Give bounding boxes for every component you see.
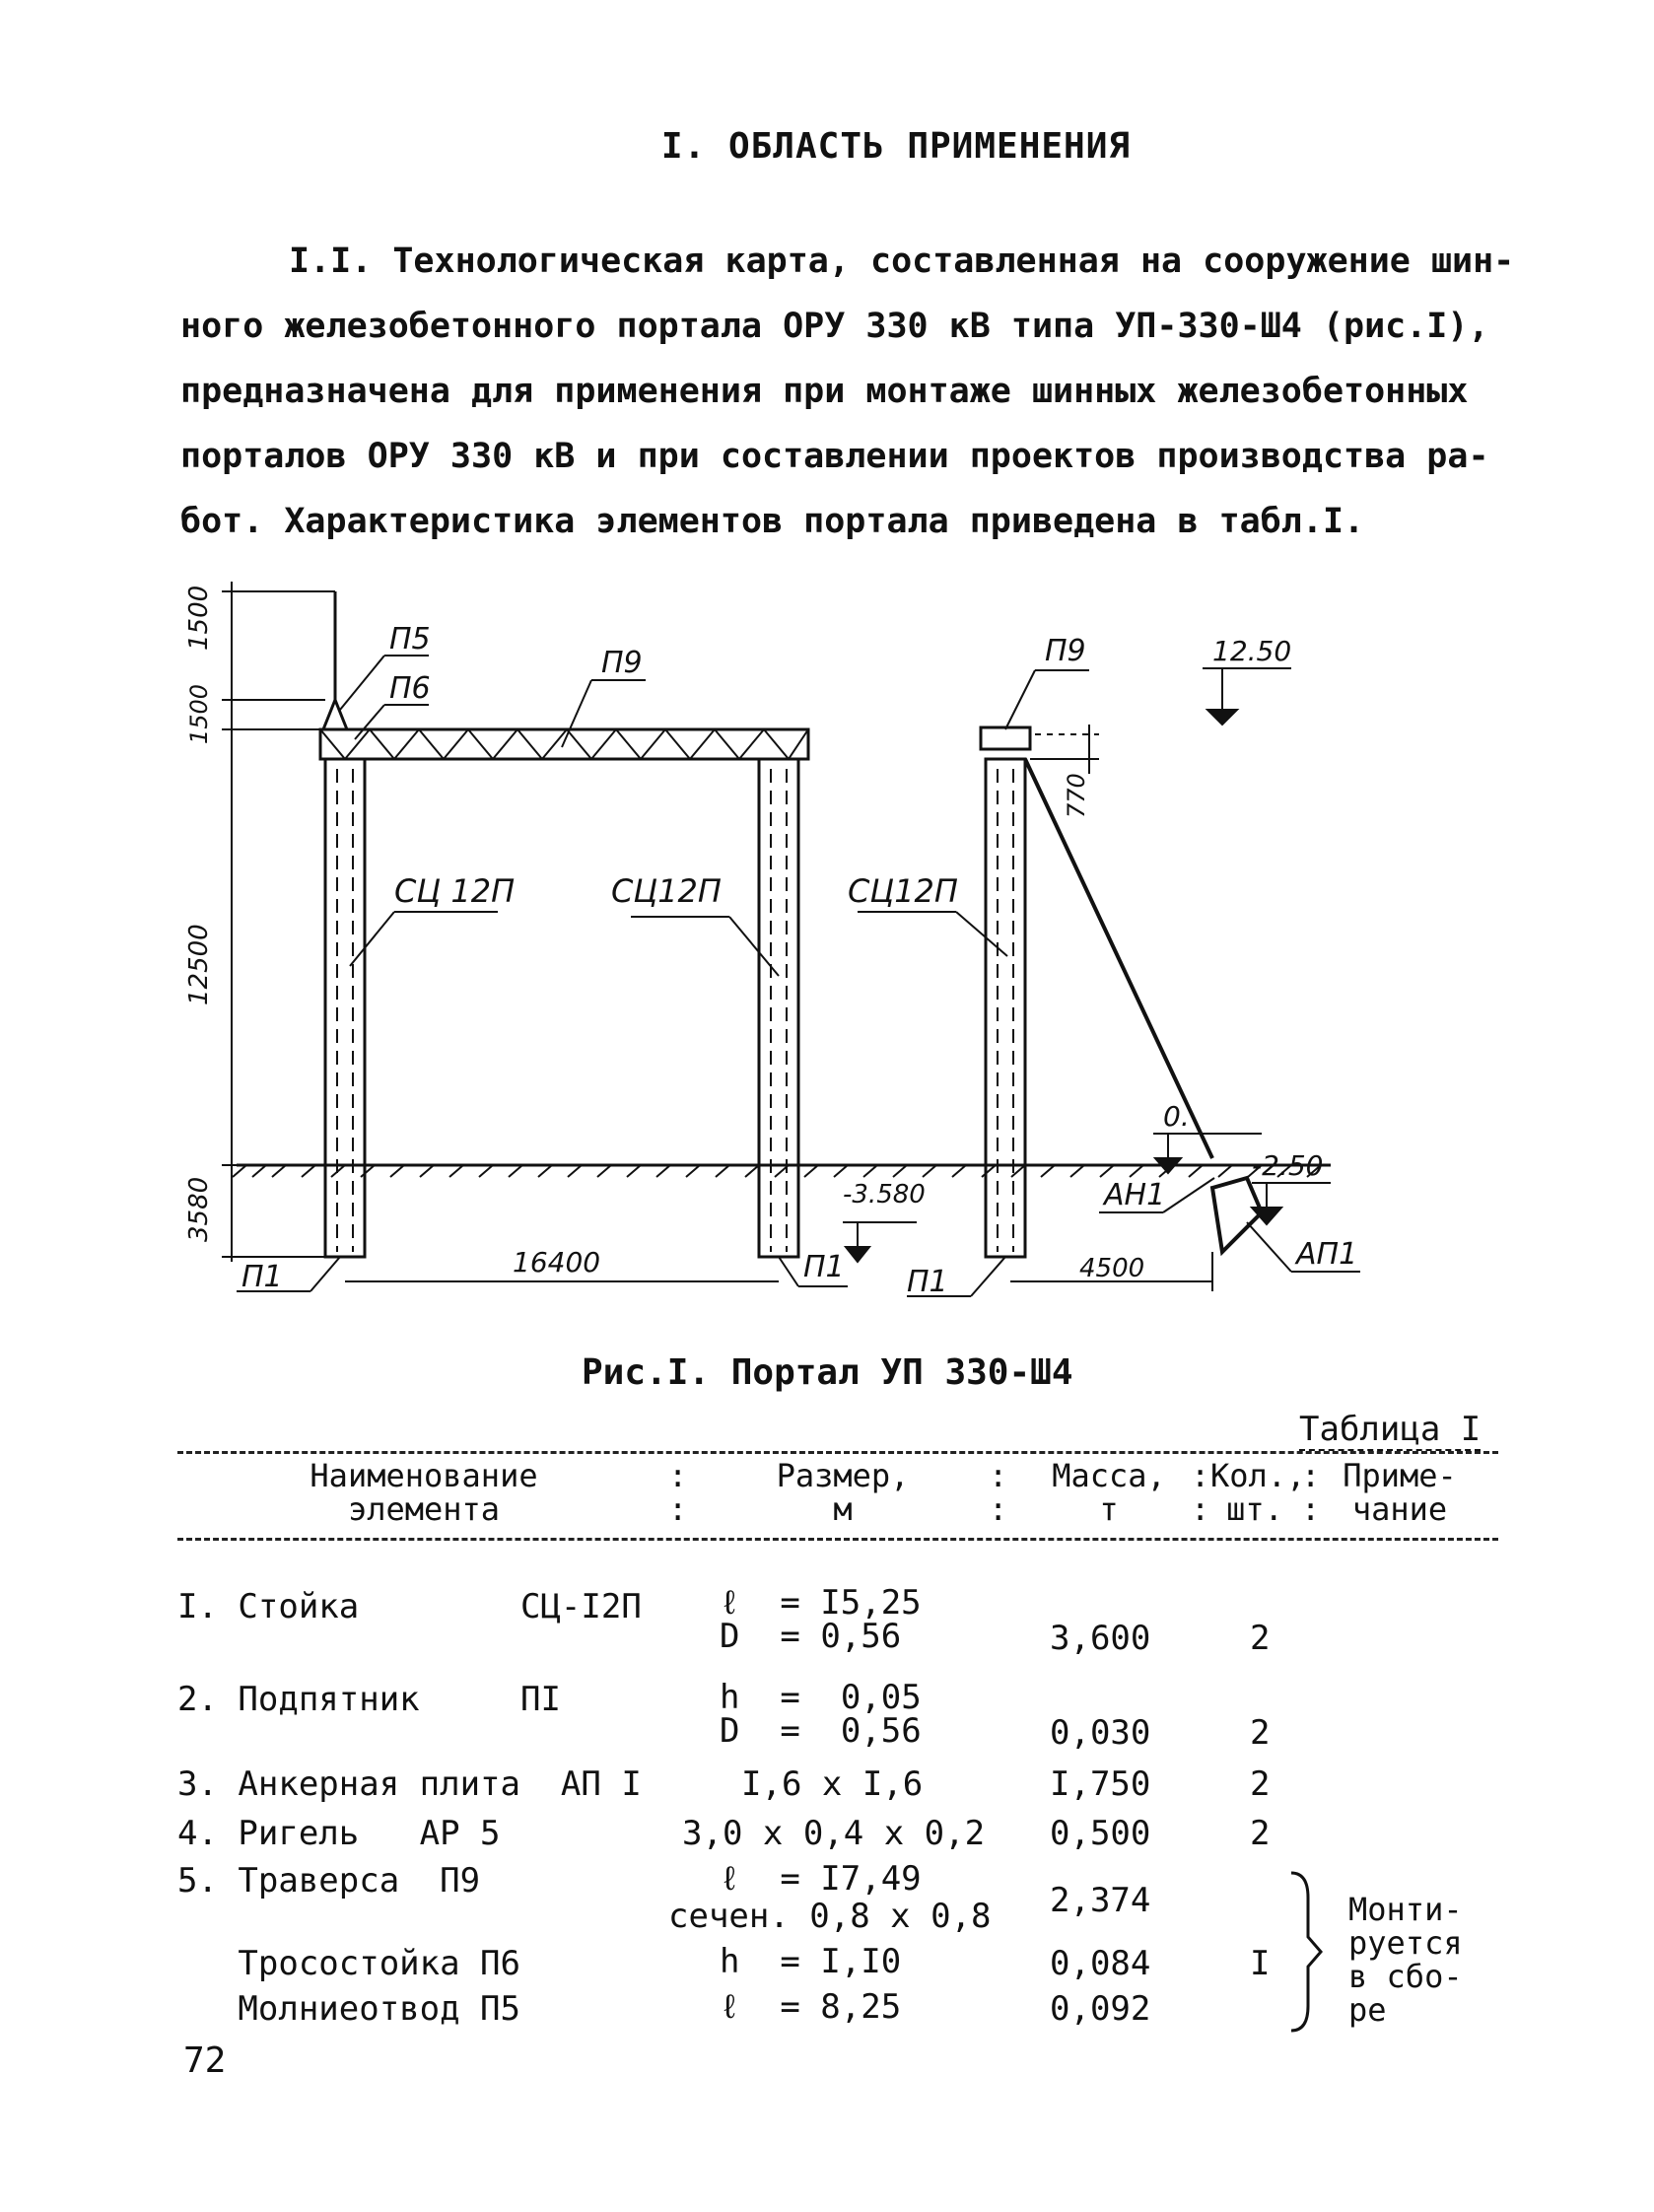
column-separator: : : bbox=[1301, 1457, 1321, 1528]
dimension-left bbox=[222, 582, 335, 1262]
label-su-right: СЦ12П bbox=[848, 872, 958, 910]
column-middle bbox=[759, 759, 798, 1257]
table-header-rule bbox=[177, 1538, 1498, 1541]
group-brace bbox=[1286, 1868, 1326, 2036]
portal-drawing bbox=[168, 562, 1498, 1321]
row-name: 3. Анкерная плита АП I bbox=[177, 1764, 642, 1804]
mark-0: 0. bbox=[1163, 1100, 1190, 1133]
row-qty: 2 bbox=[1250, 1619, 1271, 1658]
mark-12-50: 12.50 bbox=[1212, 635, 1292, 667]
stay-cable bbox=[1025, 759, 1212, 1158]
anchor-plate-ap1 bbox=[1212, 1178, 1262, 1252]
dim-12500: 12500 bbox=[184, 924, 214, 1005]
row-mass: 2,374 bbox=[1050, 1881, 1151, 1920]
mark-minus-3-580: -3.580 bbox=[843, 1180, 926, 1210]
row-size: D = 0,56 bbox=[720, 1711, 922, 1751]
dim-1500-top: 1500 bbox=[184, 585, 214, 651]
table-top-rule bbox=[177, 1451, 1498, 1454]
header-qty: Кол., шт. bbox=[1210, 1457, 1306, 1528]
label-p9-right: П9 bbox=[1045, 634, 1086, 668]
row-mass: I,750 bbox=[1050, 1764, 1151, 1804]
truss-p9 bbox=[320, 729, 808, 759]
row-size: 3,0 x 0,4 x 0,2 bbox=[682, 1814, 986, 1853]
column-separator: : : bbox=[1191, 1457, 1210, 1528]
row-mass: 0,030 bbox=[1050, 1713, 1151, 1753]
row-mass: 0,084 bbox=[1050, 1944, 1151, 1983]
paragraph-line: ного железобетонного портала ОРУ 330 кВ типа УП-330-Ш4 (рис.I), bbox=[180, 307, 1489, 346]
label-su-middle: СЦ12П bbox=[611, 872, 722, 910]
row-size: h = I,I0 bbox=[720, 1942, 902, 1981]
column-right bbox=[986, 759, 1025, 1257]
dim-16400: 16400 bbox=[513, 1246, 601, 1279]
header-name: Наименование элемента bbox=[310, 1457, 538, 1528]
row-name: 2. Подпятник ПI bbox=[177, 1680, 561, 1719]
dim-770: 770 bbox=[1063, 773, 1090, 818]
intro-paragraph bbox=[180, 229, 1515, 554]
group-note: Монти- руется в сбо- ре bbox=[1348, 1891, 1463, 2029]
traverse-head-right bbox=[981, 727, 1030, 749]
label-an1: АН1 bbox=[1104, 1178, 1166, 1212]
figure-caption: Рис.I. Портал УП 330-Ш4 bbox=[582, 1352, 1073, 1393]
mark-minus-2-50: -2.50 bbox=[1252, 1149, 1324, 1182]
table-label: Таблица I bbox=[1299, 1410, 1482, 1449]
row-qty: 2 bbox=[1250, 1764, 1271, 1804]
row-size: сечен. 0,8 x 0,8 bbox=[668, 1897, 992, 1936]
ground-hatch bbox=[233, 1165, 1321, 1177]
paragraph-line: бот. Характеристика элементов портала приведена в табл.I. bbox=[180, 502, 1365, 541]
row-size: ℓ = I7,49 bbox=[720, 1859, 922, 1899]
page-number: 72 bbox=[183, 2040, 227, 2081]
column-left bbox=[325, 759, 365, 1257]
label-p1-right: П1 bbox=[907, 1265, 948, 1299]
row-qty: 2 bbox=[1250, 1814, 1271, 1853]
header-size: Размер, м bbox=[776, 1457, 910, 1528]
row-name: I. Стойка СЦ-I2П bbox=[177, 1587, 642, 1626]
label-su-left: СЦ 12П bbox=[394, 872, 516, 910]
dim-4500: 4500 bbox=[1079, 1254, 1145, 1283]
row-name: 4. Ригель АР 5 bbox=[177, 1814, 501, 1853]
label-p5: П5 bbox=[389, 622, 431, 657]
row-mass: 3,600 bbox=[1050, 1619, 1151, 1658]
lightning-rod-p5 bbox=[323, 591, 347, 729]
dim-3580: 3580 bbox=[184, 1176, 214, 1242]
dim-1500: 1500 bbox=[185, 683, 213, 744]
row-size: D = 0,56 bbox=[720, 1617, 902, 1656]
row-qty: 2 bbox=[1250, 1713, 1271, 1753]
row-qty: I bbox=[1250, 1944, 1271, 1983]
row-name: Молниеотвод П5 bbox=[177, 1989, 520, 2029]
paragraph-line: порталов ОРУ 330 кВ и при составлении проектов производства ра- bbox=[180, 437, 1489, 476]
dimension-770 bbox=[1030, 725, 1099, 774]
row-name: 5. Траверса П9 bbox=[177, 1861, 481, 1901]
paragraph-line: I.I. Технологическая карта, составленная на сооружение шин- bbox=[289, 242, 1515, 281]
label-p1-middle: П1 bbox=[803, 1250, 845, 1284]
row-size: ℓ = 8,25 bbox=[720, 1987, 902, 2027]
label-p9-top: П9 bbox=[601, 646, 643, 680]
row-size: I,6 x I,6 bbox=[741, 1764, 924, 1804]
row-name: Тросостойка П6 bbox=[177, 1944, 520, 1983]
label-p1-left: П1 bbox=[241, 1260, 283, 1294]
column-separator: : : bbox=[989, 1457, 1008, 1528]
column-separator: : : bbox=[668, 1457, 688, 1528]
row-size: h = 0,05 bbox=[720, 1678, 922, 1717]
row-size: ℓ = I5,25 bbox=[720, 1583, 922, 1623]
section-title: I. ОБЛАСТЬ ПРИМЕНЕНИЯ bbox=[660, 126, 1132, 167]
label-ap1: АП1 bbox=[1296, 1237, 1358, 1272]
row-mass: 0,500 bbox=[1050, 1814, 1151, 1853]
paragraph-line: предназначена для применения при монтаже шинных железобетонных bbox=[180, 372, 1469, 411]
row-mass: 0,092 bbox=[1050, 1989, 1151, 2029]
header-note: Приме- чание bbox=[1343, 1457, 1457, 1528]
label-p6: П6 bbox=[389, 671, 431, 706]
header-mass: Масса, т bbox=[1052, 1457, 1166, 1528]
